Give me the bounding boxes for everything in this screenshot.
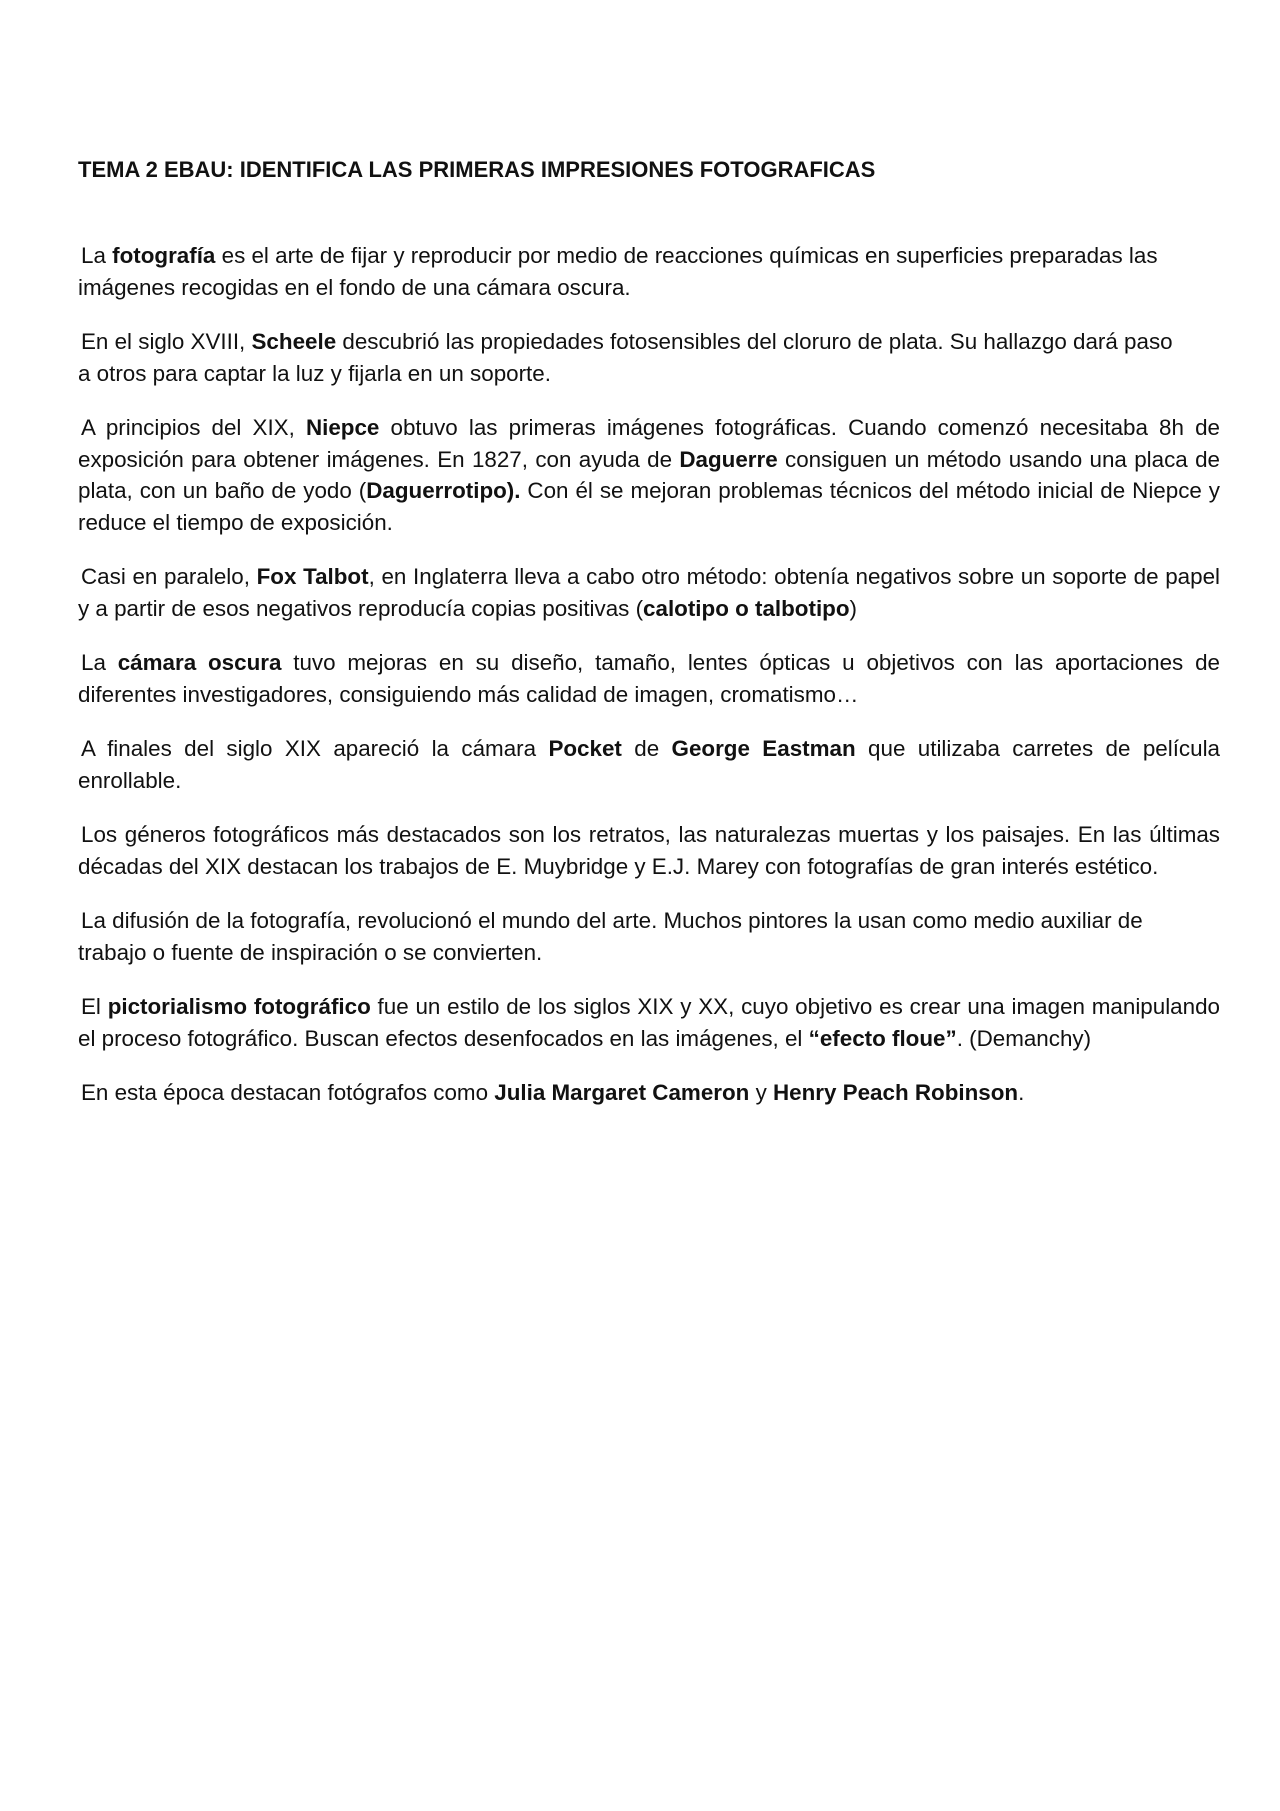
text-run: El — [81, 994, 108, 1019]
paragraph-8 — [78, 905, 1188, 968]
bold-term: pictorialismo fotográfico — [107, 994, 371, 1019]
bold-term: Daguerrotipo). — [366, 478, 521, 503]
paragraph-5 — [78, 647, 1220, 710]
text-run: es el arte de fijar y reproducir por medio de reacciones químicas en superficies preparadas las imágenes recogidas en el fondo de una cámara oscura. — [78, 243, 1158, 300]
text-run: La difusión de la fotografía, revolucionó el mundo del arte. Muchos pintores la usan como medio auxiliar de trabajo o fuente de inspiración o se convierten. — [78, 908, 1143, 965]
paragraph-7 — [78, 819, 1220, 882]
text-run: En esta época destacan fotógrafos como — [81, 1080, 495, 1105]
paragraph-3 — [78, 412, 1220, 538]
text-run: Los géneros fotográficos más destacados son los retratos, las naturalezas muertas y los paisajes. En las últimas décadas del XIX destacan los trabajos de E. Muybridge y E.J. Marey con fotografías de gran interés estético. — [78, 822, 1220, 879]
text-run: y — [749, 1080, 773, 1105]
text-run: descubrió las propiedades fotosensibles del cloruro de plata. Su hallazgo dará paso a otros para captar la luz y fijarla en un soporte. — [78, 329, 1173, 386]
text-run: de — [621, 736, 672, 761]
paragraph-6 — [78, 733, 1220, 796]
text-run: fue un estilo de los siglos XIX y XX, cuyo objetivo es crear una imagen manipulando el proceso fotográfico. Buscan efectos desenfocados en las imágenes, el — [78, 994, 1220, 1051]
text-run: A finales del siglo XIX apareció la cámara — [81, 736, 549, 761]
bold-term: Daguerre — [679, 446, 778, 472]
text-run: Con él se mejoran problemas técnicos del método inicial de Niepce y reduce el tiempo de exposición. — [78, 478, 1220, 535]
text-run: La — [81, 243, 113, 268]
page-title: TEMA 2 EBAU: IDENTIFICA LAS PRIMERAS IMPRESIONES FOTOGRAFICAS — [78, 157, 876, 182]
paragraph-2 — [78, 326, 1183, 389]
text-run: En el siglo XVIII, — [81, 329, 252, 354]
text-run: obtuvo las primeras imágenes fotográficas. Cuando comenzó necesitaba 8h de exposición para obtener imágenes. En 1827, con ayuda de — [78, 415, 1220, 472]
paragraph-10 — [78, 1077, 1220, 1109]
text-run: . — [1018, 1080, 1025, 1105]
text-run: tuvo mejoras en su diseño, tamaño, lentes ópticas u objetivos con las aportaciones de diferentes investigadores, consiguiendo más calidad de imagen, cromatismo… — [78, 650, 1220, 707]
text-run: ) — [849, 595, 857, 621]
bold-term: fotografía — [112, 243, 216, 268]
paragraph-4 — [78, 561, 1220, 624]
bold-term: Fox Talbot — [256, 564, 369, 589]
bold-term: Pocket — [548, 736, 622, 761]
bold-term: calotipo o talbotipo — [643, 595, 850, 621]
text-run: A principios del XIX, — [81, 415, 306, 440]
text-run: . (Demanchy) — [956, 1025, 1092, 1051]
text-run: Casi en paralelo, — [81, 564, 257, 589]
paragraph-9 — [78, 991, 1220, 1054]
bold-term: Henry Peach Robinson — [772, 1080, 1019, 1105]
text-run: que utilizaba carretes de película enrollable. — [78, 736, 1221, 793]
bold-term: Julia Margaret Cameron — [494, 1080, 750, 1105]
paragraph-1 — [78, 240, 1196, 303]
text-run: consiguen un método usando una placa de plata, con un baño de yodo ( — [78, 446, 1220, 503]
bold-term: Scheele — [251, 329, 337, 354]
bold-term: cámara oscura — [117, 650, 282, 675]
bold-term: Niepce — [305, 415, 380, 440]
text-run: , en Inglaterra lleva a cabo otro método: obtenía negativos sobre un soporte de papel y a partir de esos negativos reproducía copias positivas ( — [78, 564, 1221, 621]
text-run: La — [81, 650, 118, 675]
bold-term: “efecto floue” — [808, 1025, 957, 1051]
bold-term: George Eastman — [671, 736, 856, 761]
document-body — [78, 240, 1220, 1132]
